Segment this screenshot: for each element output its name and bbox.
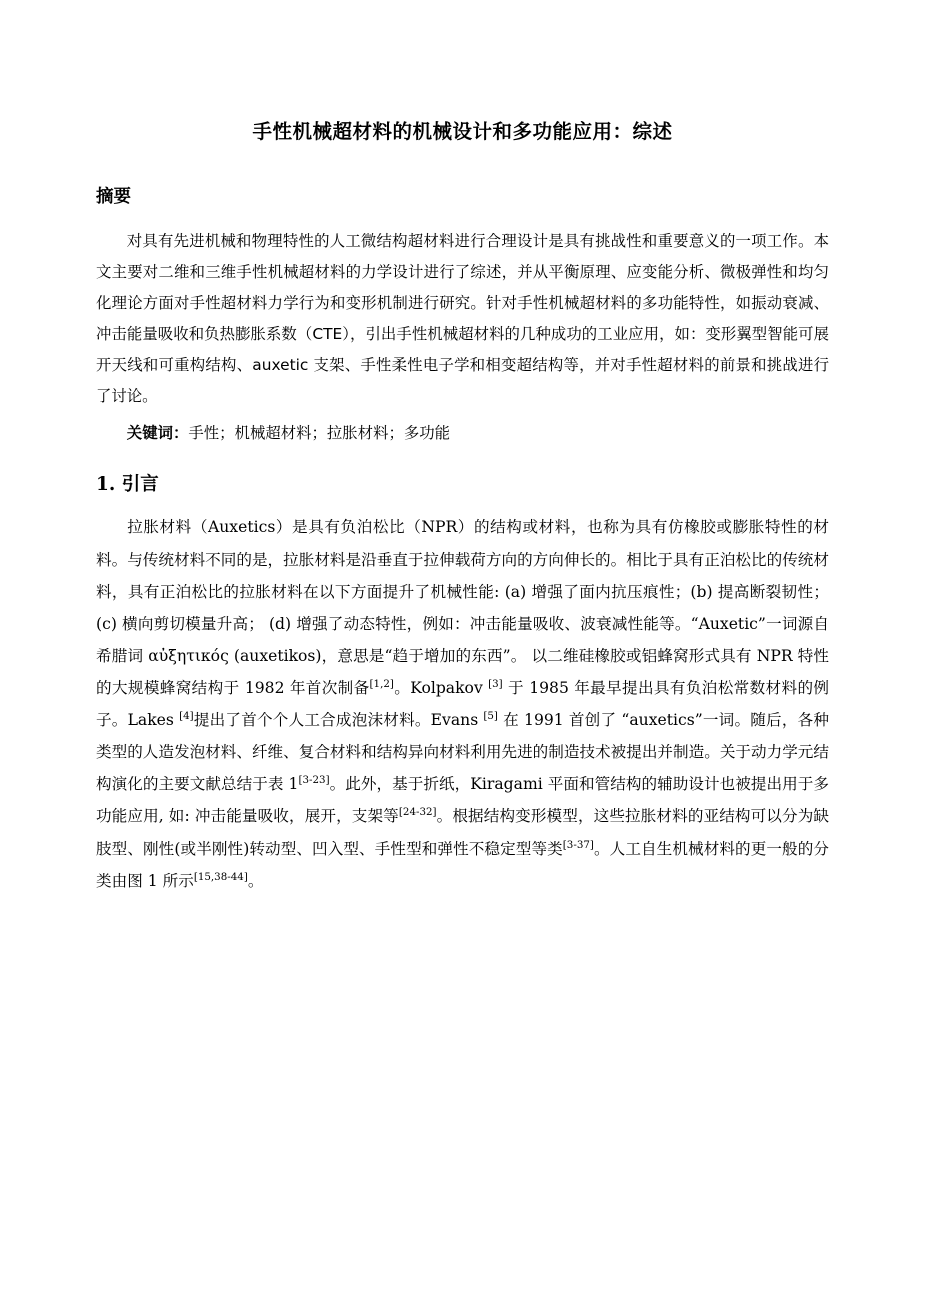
paragraph-segment: 。根据结构变形模型，这些拉胀材料的亚结构可以分为缺肢型、刚性(或半刚性)转动型、凹入型、手性型和弹性不稳定型等类 [96,807,829,858]
keywords-line [96,418,829,449]
paragraph-segment: 。 [247,871,264,890]
citation-ref: [3] [488,677,503,690]
keywords-value: 手性；机械超材料；拉胀材料；多功能 [188,424,451,443]
citation-ref: [3-37] [562,838,594,851]
paragraph-segment: 在 1991 首创了 “auxetics”一词。随后，各种类型的人造发泡材料、纤维、复合材料和结构异向材料利用先进的制造技术被提出并制造。关于动力学元结构演化的主要文献总结于表 1 [96,711,829,794]
citation-ref: [1,2] [369,677,394,690]
citation-ref: [3-23] [298,774,330,787]
paragraph-segment: 拉胀材料（Auxetics）是具有负泊松比（NPR）的结构或材料，也称为具有仿橡胶或膨胀特性的材料。与传统材料不同的是，拉胀材料是沿垂直于拉伸载荷方向的方向伸长的。相比于具有正泊松比的传统材料，具有正泊松比的拉胀材料在以下方面提升了机械性能: (a) 增强了面内抗压痕性；(b) 提高断裂韧性； (c) 横向剪切模量升高； (d) 增强了动态特性，例如：冲击能量吸收、波衰减性能等。“Auxetic”一词源自希腊词 [96,518,829,665]
paragraph-segment: 。人工自生机械材料的更一般的分类由图 1 所示 [96,839,829,890]
section-1-paragraph [96,511,829,896]
citation-ref: [24-32] [398,806,437,819]
paragraph-segment: 。此外，基于折纸，Kiragami 平面和管结构的辅助设计也被提出用于多功能应用, 如: 冲击能量吸收，展开，支架等 [96,775,829,826]
paragraph-segment: 提出了首个个人工合成泡沫材料。Evans [193,711,484,730]
greek-term: αὐξητικός [148,646,229,665]
page-title: 手性机械超材料的机械设计和多功能应用：综述 [252,120,673,143]
section-1-heading: 1. 引言 [96,473,159,495]
paragraph-segment: (auxetikos)，意思是“趋于增加的东西”。 以二维硅橡胶或铝蜂窝形式具有 NPR 特性的大规模蜂窝结构于 1982 年首次制备 [96,646,829,697]
abstract-heading: 摘要 [96,187,131,208]
paragraph-segment: 于 1985 年最早提出具有负泊松常数材料的例子。Lakes [96,679,829,730]
paragraph-segment: 。Kolpakov [393,679,489,697]
citation-ref: [15,38-44] [193,870,248,883]
keywords-label: 关键词： [126,424,189,443]
abstract-body: 对具有先进机械和物理特性的人工微结构超材料进行合理设计是具有挑战性和重要意义的一项工作。本文主要对二维和三维手性机械超材料的力学设计进行了综述，并从平衡原理、应变能分析、微极弹性和均匀化理论方面对手性超材料力学行为和变形机制进行研究。针对手性机械超材料的多功能特性，如振动衰减、冲击能量吸收和负热膨胀系数（CTE），引出手性机械超材料的几种成功的工业应用，如：变形翼型智能可展开天线和可重构结构、auxetic 支架、手性柔性电子学和相变超结构等，并对手性超材料的前景和挑战进行了讨论。 [96,231,829,406]
citation-ref: [4] [179,709,194,722]
citation-ref: [5] [483,709,498,722]
